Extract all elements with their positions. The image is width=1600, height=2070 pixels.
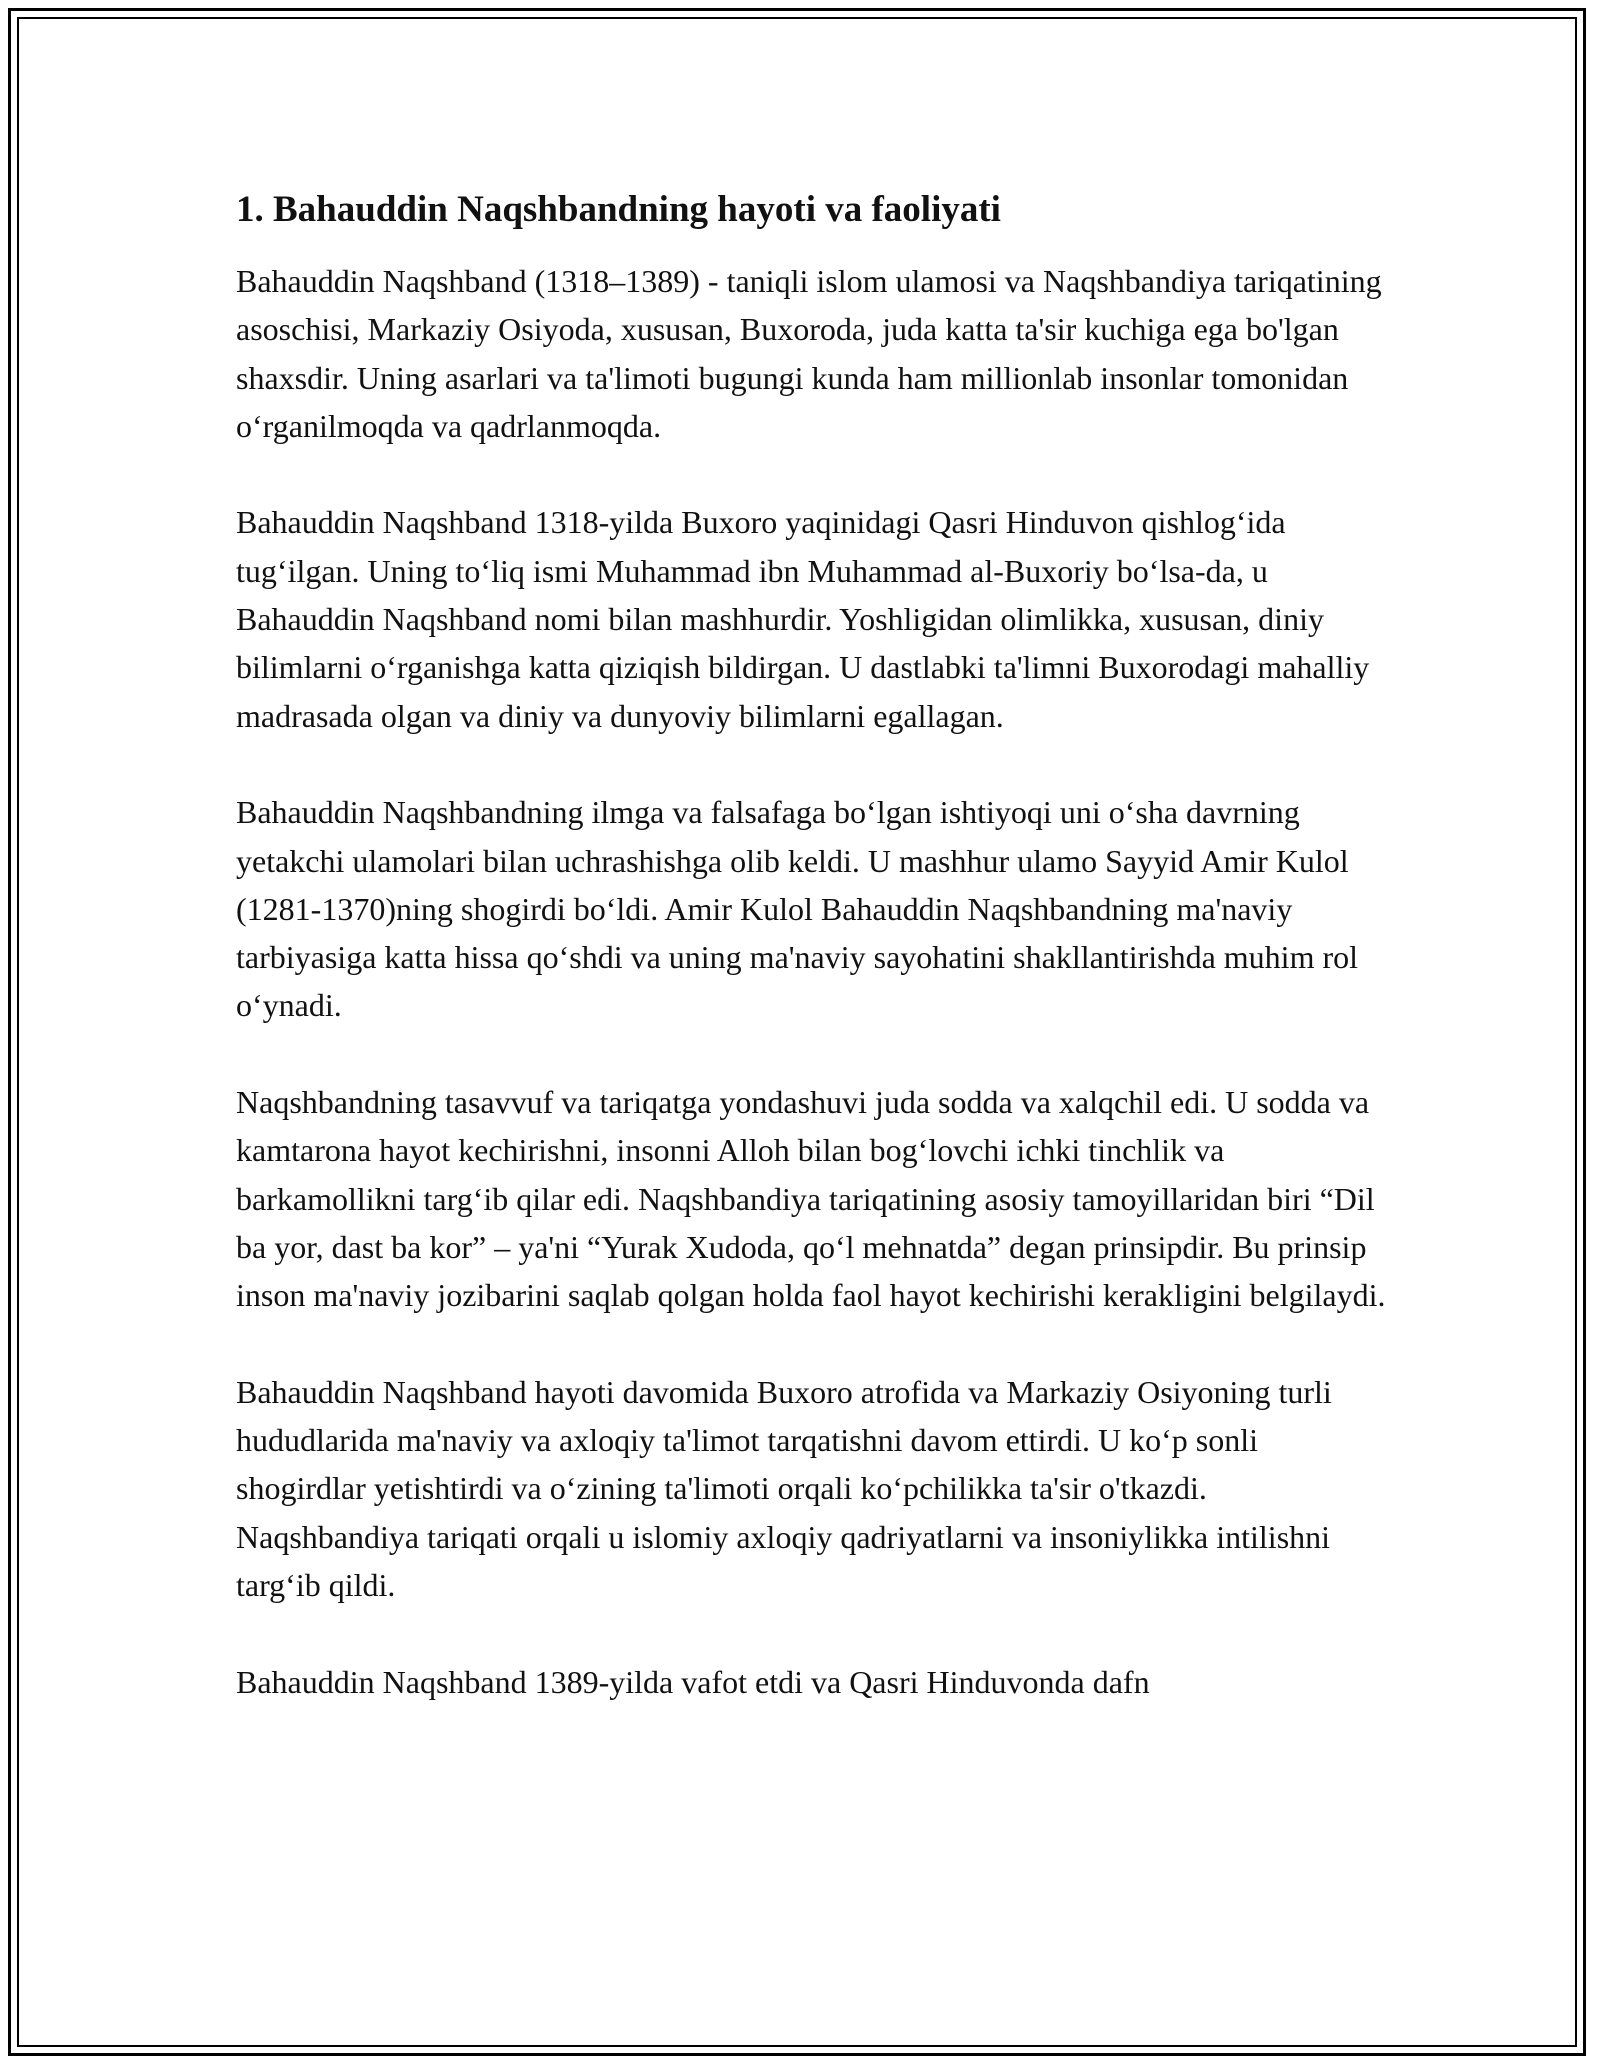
paragraph: Naqshbandning tasavvuf va tariqatga yondashuvi juda sodda va xalqchil edi. U sodda va kamtarona hayot kechirishni, insonni Alloh bilan bog‘lovchi ichki tinchlik va barkamollikni targ‘ib qilar edi. Naqshbandiya tariqatining asosiy tamoyillaridan biri “Dil ba yor, dast ba kor” – ya'ni “Yurak Xudoda, qo‘l mehnatda” degan prinsipdir. Bu prinsip inson ma'naviy jozibarini saqlab qolgan holda faol hayot kechirishi kerakligini belgilaydi. [236,1084,1386,1314]
section-heading: 1. Bahauddin Naqshbandning hayoti va faoliyati [236,189,1001,230]
paragraph: Bahauddin Naqshband hayoti davomida Buxoro atrofida va Markaziy Osiyoning turli hududlarida ma'naviy va axloqiy ta'limot tarqatishni davom ettirdi. U ko‘p sonli shogirdlar yetishtirdi va o‘zining ta'limoti orqali ko‘pchilikka ta'sir o'tkazdi. Naqshbandiya tariqati orqali u islomiy axloqiy qadriyatlarni va insoniylikka intilishni targ‘ib qildi. [236,1373,1332,1604]
paragraph: Bahauddin Naqshbandning ilmga va falsafaga bo‘lgan ishtiyoqi uni o‘sha davrning yetakchi ulamolari bilan uchrashishga olib keldi. U mashhur ulamo Sayyid Amir Kulol (1281-1370)ning shogirdi bo‘ldi. Amir Kulol Bahauddin Naqshbandning ma'naviy tarbiyasiga katta hissa qo‘shdi va uning ma'naviy sayohatini shakllantirishda muhim rol o‘ynadi. [236,794,1358,1024]
document-body [236,186,1386,1754]
paragraph: Bahauddin Naqshband 1318-yilda Buxoro yaqinidagi Qasri Hinduvon qishlog‘ida tug‘ilgan. Uning to‘liq ismi Muhammad ibn Muhammad al-Buxoriy bo‘lsa-da, u Bahauddin Naqshband nomi bilan mashhurdir. Yoshligidan olimlikka, xususan, diniy bilimlarni o‘rganishga katta qiziqish bildirgan. U dastlabki ta'limni Buxorodagi mahalliy madrasada olgan va diniy va dunyoviy bilimlarni egallagan. [236,504,1370,734]
paragraph: Bahauddin Naqshband (1318–1389) - taniqli islom ulamosi va Naqshbandiya tariqatining asoschisi, Markaziy Osiyoda, xususan, Buxoroda, juda katta ta'sir kuchiga ega bo'lgan shaxsdir. Uning asarlari va ta'limoti bugungi kunda ham millionlab insonlar tomonidan o‘rganilmoqda va qadrlanmoqda. [236,263,1382,444]
paragraph: Bahauddin Naqshband 1389-yilda vafot etdi va Qasri Hinduvonda dafn [236,1663,1150,1700]
